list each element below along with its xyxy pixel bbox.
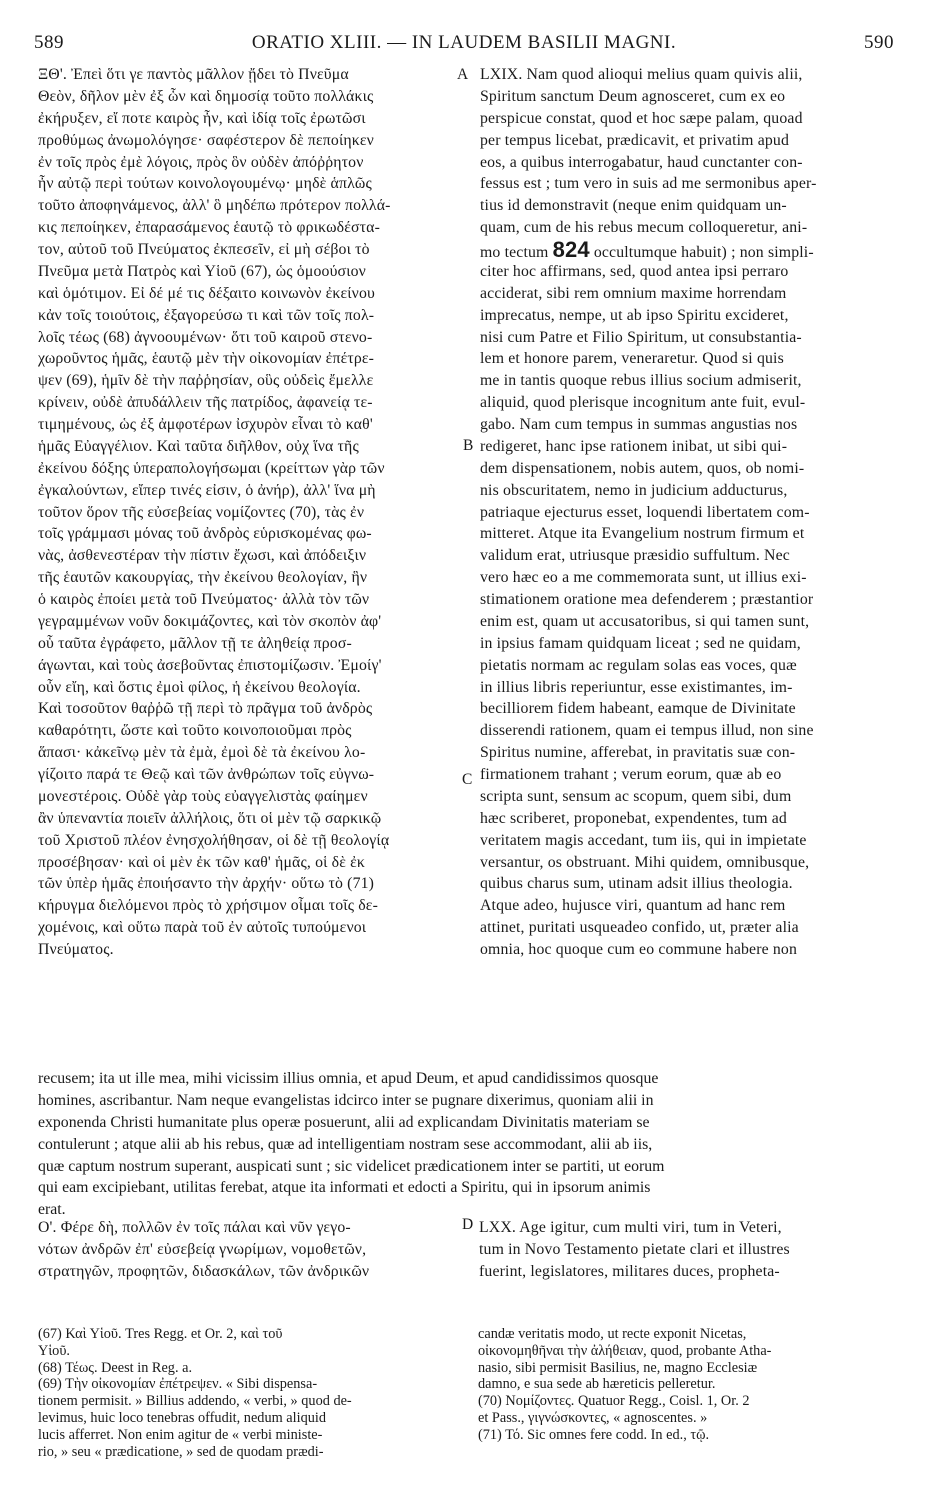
text-line: προσέβησαν· καὶ οἱ μὲν ἐκ τῶν καθ' ἡμᾶς, οἱ δὲ ἐκ xyxy=(38,853,366,871)
text-span: veritatem magis accedant, tum iis, qui in impietate xyxy=(480,831,807,849)
text-line xyxy=(480,173,900,195)
text-line xyxy=(480,283,900,305)
text-span: enim est, quam ut accusatoribus, si qui tamen sunt, xyxy=(480,612,810,630)
text-line xyxy=(480,108,900,130)
text-line: τοῦτον ὅρον τῆς εὐσεβείας νομίζοντες (70), τὰς ἐν xyxy=(38,503,365,521)
text-span: imprecatus, nempe, ut ab ipso Spiritu excideret, xyxy=(480,306,789,324)
text-line: κρίνειν, οὐδὲ ἀπυδάλλειν τῆς πατρίδος, ἀφανείᾳ τε- xyxy=(38,394,373,412)
text-line xyxy=(480,939,900,961)
text-span: disserendi rationem, quam ei tempus illud, non sine xyxy=(480,722,814,740)
text-span: Spiritum sanctum Deum agnosceret, cum ex eo xyxy=(480,87,786,105)
text-line: fuerint, legislatores, militares duces, propheta- xyxy=(479,1262,780,1280)
text-span: pietatis normam ac regulam solas eas voces, quæ xyxy=(480,656,797,674)
text-line: ὁ καιρὸς ἐποίει μετὰ τοῦ Πνεύματος· ἀλλὰ τὸν τῶν xyxy=(38,591,370,608)
text-line xyxy=(480,786,900,808)
text-span: Atque adeo, hujusce viri, quantum ad hanc rem xyxy=(480,897,786,915)
text-line: damno, e sua sede ab hæreticis pelleretur. xyxy=(478,1376,716,1393)
greek-column-lower xyxy=(38,1217,468,1283)
text-line: τιμημένους, ὡς ἐξ ἀμφοτέρων ἰσχυρὸν εἶναι τὸ καθ' xyxy=(38,416,373,433)
text-span: redigeret, hanc ipse rationem inibat, ut sibi qui- xyxy=(480,437,788,455)
text-line: Ο'. Φέρε δὴ, πολλῶν ἐν τοῖς πάλαι καὶ νῦν γεγο- xyxy=(38,1219,351,1236)
text-line: homines, ascribantur. Nam neque evangelistas idcirco inter se pugnare dixerimus, quoniam alii in xyxy=(38,1091,654,1109)
text-line xyxy=(480,852,900,874)
text-line xyxy=(480,764,900,786)
text-line: et Pass., γιγνώσκοντες, « agnoscentes. » xyxy=(478,1409,708,1426)
text-line xyxy=(480,327,900,349)
text-line: τῆς ἑαυτῶν κακουργίας, τὴν ἐκείνου θεολογίαν, ἣν xyxy=(38,569,368,587)
text-span: mitteret. Atque ita Evangelium nostrum firmum et xyxy=(480,525,805,543)
text-span: in illius libris reperiuntur, esse existimantes, im- xyxy=(480,678,793,696)
margin-marker-c: C xyxy=(462,771,473,788)
text-line xyxy=(480,698,900,720)
text-line: τοῖς γράμμασι μόνας τοῦ ἀνδρὸς εὑρισκομένας φω- xyxy=(38,525,372,543)
text-line xyxy=(480,130,900,152)
text-line: οἰκονομηθῆναι τὴν ἀλήθειαν, quod, probante Atha- xyxy=(478,1342,772,1359)
text-span: Spiritus numine, afferebat, in pravitatis suæ con- xyxy=(480,744,796,762)
text-line xyxy=(480,808,900,830)
text-line: οὗ ταῦτα ἐγράφετο, μᾶλλον τῇ τε ἀληθείᾳ προσ- xyxy=(38,634,352,652)
text-line: γίζοιτο παρά τε Θεῷ καὶ τῶν ἀνθρώπων τοῖς εὐγνω- xyxy=(38,766,375,783)
text-line xyxy=(480,217,900,239)
text-line: λοῖς τέως (68) ἀγνοουμένων· ὅτι τοῦ καιροῦ στενο- xyxy=(38,328,373,346)
text-line xyxy=(480,195,900,217)
text-line: οὖν εἴη, καὶ ὅστις ἐμοὶ φίλος, ἡ ἐκείνου θεολογία. xyxy=(38,678,361,696)
text-span: vero hæc eo a me commemorata sunt, ut illius exi- xyxy=(480,569,807,587)
text-span: quibus charus sum, utinam adsit illius theologia. xyxy=(480,875,793,893)
text-span: fessus est ; tum vero in suis ad me sermonibus aper- xyxy=(480,175,817,193)
full-width-paragraph xyxy=(38,1068,896,1221)
text-line: qui eam excipiebant, utilitas ferebat, atque ita informati et edocti a Spiritu, qui in ipsorum animis xyxy=(38,1179,651,1197)
text-line: (67) Καὶ Υἱοῦ. Tres Regg. et Or. 2, καὶ τοῦ xyxy=(38,1326,283,1342)
text-line: Καὶ τοσοῦτον θαῤῥῶ τῇ περὶ τὸ πρᾶγμα τοῦ ἀνδρὸς xyxy=(38,700,373,718)
text-span: gabo. Nam cum tempus in summas angustias nos xyxy=(480,416,798,433)
text-span: firmationem trahant ; verum eorum, quæ ab eo xyxy=(480,766,782,783)
text-line: lucis afferret. Non enim agitur de « verbi ministe- xyxy=(38,1426,323,1443)
text-span: quam, cum de his rebus mecum colloqueretur, ani- xyxy=(480,219,808,237)
text-line: νὰς, ἀσθενεστέραν τὴν πίστιν ἔχωσι, καὶ ἀπόδειξιν xyxy=(38,547,367,565)
page-number-right: 590 xyxy=(864,32,894,53)
text-span: scripta sunt, sensum ac scopum, quem sibi, dum xyxy=(480,787,792,805)
text-span: aliquid, quod plerisque incognitum ante fuit, evul- xyxy=(480,394,806,412)
text-line xyxy=(480,589,900,611)
text-line: ἂν ὑπεναντία ποιεῖν ἀλλήλοις, ὅτι οἱ μὲν τῷ σαρκικῷ xyxy=(38,809,382,827)
text-line: καὶ ὁμότιμον. Εἰ δέ μέ τις δέξαιτο κοινωνὸν ἐκείνου xyxy=(38,284,375,302)
text-line: ἦν αὐτῷ περὶ τούτων κοινολογουμένῳ· μηδὲ ἁπλῶς xyxy=(38,175,372,193)
text-line xyxy=(480,305,900,327)
text-line: erat. xyxy=(38,1201,66,1219)
text-line xyxy=(480,414,900,436)
text-line xyxy=(480,545,900,567)
text-line xyxy=(480,873,900,895)
text-line: τοῦτο ἀποφηνάμενος, ἀλλ' ὃ μηδέπω πρότερον πολλά- xyxy=(38,197,391,215)
text-span: in ipsius famam quidquam liceat ; sed ne quidam, xyxy=(480,634,801,652)
text-line: κήρυγμα διελόμενοι πρὸς τὸ χρήσιμον οἶμαι τοῖς δε- xyxy=(38,897,378,915)
latin-column xyxy=(480,64,900,961)
text-line: χομένοις, καὶ οὕτω παρὰ τοῦ ἐν αὐτοῖς τυπούμενοι xyxy=(38,919,367,937)
text-line xyxy=(480,895,900,917)
text-line: μονεστέροις. Οὐδὲ γὰρ τοὺς εὐαγγελιστὰς φαίημεν xyxy=(38,787,368,805)
text-line: ἐν τοῖς πρὸς ἐμὲ λόγοις, πρὸς ὃν οὐδὲν ἀπόῤῥητον xyxy=(38,153,364,171)
text-span: becilliorem fidem habeant, eamque de Divinitate xyxy=(480,700,796,718)
text-span: eos, a quibus interrogabatur, haud cunctanter con- xyxy=(480,153,803,171)
text-line xyxy=(480,64,900,86)
text-line: (71) Τό. Sic omnes fere codd. In ed., τῷ. xyxy=(478,1426,710,1443)
text-line: Πνεύματος. xyxy=(38,941,114,958)
text-line: ΞΘ'. Ἐπεὶ ὅτι γε παντὸς μᾶλλον ᾔδει τὸ Πνεῦμα xyxy=(38,66,349,83)
text-span: attinet, puritati usqueadeo confido, ut, præter alia xyxy=(480,919,799,937)
text-line: Θεὸν, δῆλον μὲν ἐξ ὧν καὶ δημοσίᾳ τοῦτο πολλάκις xyxy=(38,87,374,105)
text-line: (69) Τὴν οἰκονομίαν ἐπέτρεψεν. « Sibi dispensa- xyxy=(38,1376,318,1393)
text-line: nasio, sibi permisit Basilius, ne, magno Ecclesiæ xyxy=(478,1359,758,1376)
text-line xyxy=(480,523,900,545)
page-number-left: 589 xyxy=(34,32,64,53)
text-span: tius id demonstravit (neque enim quidquam un- xyxy=(480,197,787,215)
text-span: versantur, os obstruant. Mihi quidem, omnibusque, xyxy=(480,853,810,871)
text-line xyxy=(480,348,900,370)
text-line: quæ captum nostrum superant, auspicati sunt ; sic videlicet prædicationem inter se partiti, ut eorum xyxy=(38,1157,665,1175)
text-line xyxy=(480,370,900,392)
text-line: τον, αὐτοῦ τοῦ Πνεύματος ἐκπεσεῖν, εἰ μὴ σέβοι τὸ xyxy=(38,241,370,258)
text-line: ἐγκαλούντων, εἴπερ τινές εἰσιν, ὁ ἀνήρ), ἀλλ' ἵνα μὴ xyxy=(38,481,376,499)
text-line: γεγραμμένων νοῦν δοκιμάζοντες, καὶ τὸν σκοπὸν ἀφ' xyxy=(38,612,382,630)
text-line: τοῦ Χριστοῦ πλέον ἐνησχολήθησαν, οἱ δὲ τῇ θεολογίᾳ xyxy=(38,831,390,849)
text-line xyxy=(480,742,900,764)
text-line: exponenda Christi humanitate plus operæ posuerunt, alii ad explicandam Divinitatis materiam se xyxy=(38,1113,650,1131)
text-line xyxy=(480,261,900,283)
text-line: προθύμως ἀνωμολόγησε· σαφέστερον δὲ πεποίηκεν xyxy=(38,131,374,149)
text-line: στρατηγῶν, προφητῶν, διδασκάλων, τῶν ἀνδρικῶν xyxy=(38,1262,370,1280)
text-line: rio, » seu « prædicatione, » sed de quodam prædi- xyxy=(38,1443,324,1460)
footnotes-right xyxy=(478,1326,898,1444)
text-line: κἀν τοῖς τοιούτοις, ἐξαγορεύσω τι καὶ τῶν τοῖς πολ- xyxy=(38,306,375,324)
text-line: ἐκείνου δόξης ὑπεραπολογήσωμαι (κρείττων γὰρ τῶν xyxy=(38,459,385,477)
text-line xyxy=(480,633,900,655)
text-line xyxy=(480,458,900,480)
text-line: νότων ἀνδρῶν ἐπ' εὐσεβείᾳ γνωρίμων, νομοθετῶν, xyxy=(38,1240,367,1258)
text-line xyxy=(480,86,900,108)
text-line xyxy=(480,567,900,589)
text-line: ἐκήρυξεν, εἴ ποτε καιρὸς ἦν, καὶ ἰδίᾳ τοῖς ἐρωτῶσι xyxy=(38,109,366,127)
text-line xyxy=(480,436,900,458)
text-line: χωροῦντος ἡμᾶς, ἑαυτῷ μὲν τὴν οἰκονομίαν ἐπέτρε- xyxy=(38,350,375,368)
text-line: Υἱοῦ. xyxy=(38,1342,70,1359)
text-line xyxy=(480,677,900,699)
text-line: contulerunt ; atque alii ab his rebus, quæ ad intelligentiam nostram sese accommodant, alii ab iis, xyxy=(38,1135,653,1153)
text-span: nis obscuritatem, nemo in judicium adducturus, xyxy=(480,481,788,499)
text-line: tionem permisit. » Billius addendo, « verbi, » quod de- xyxy=(38,1393,352,1410)
page-header xyxy=(34,32,894,60)
text-span: dem dispensationem, nobis autem, quos, ob nomi- xyxy=(480,459,805,477)
column-number: 824 xyxy=(552,237,590,262)
text-line: ἅπασι· κἀκεῖνῳ μὲν τὰ ἐμὰ, ἐμοὶ δὲ τὰ ἐκείνου λο- xyxy=(38,744,366,762)
text-line xyxy=(480,830,900,852)
text-span: perspicue constat, quod et hoc sæpe palam, quoad xyxy=(480,109,803,127)
text-line: τῶν ὑπὲρ ἡμᾶς ἐποιήσαντο τὴν ἀρχήν· οὕτω τὸ (71) xyxy=(38,875,375,893)
text-line: καθαρότητι, ὥστε καὶ τοῦτο κοινοποιοῦμαι πρὸς xyxy=(38,722,352,740)
text-line: levimus, huic loco tenebras offudit, nedum aliquid xyxy=(38,1409,326,1426)
text-span: omnia, hoc quoque cum eo commune habere non xyxy=(480,941,798,958)
text-line xyxy=(480,392,900,414)
text-span: LXIX. Nam quod alioqui melius quam quivis alii, xyxy=(480,66,803,83)
running-title: ORATIO XLIII. — IN LAUDEM BASILII MAGNI. xyxy=(251,32,677,53)
text-line xyxy=(480,720,900,742)
text-span: stimationem oratione mea defenderem ; præstantior xyxy=(480,591,814,608)
text-line: candæ veritatis modo, ut recte exponit Nicetas, xyxy=(478,1326,747,1342)
text-line xyxy=(480,239,900,261)
text-span: hæc scriberet, proponebat, expendentes, tum ad xyxy=(480,809,787,827)
text-line xyxy=(480,917,900,939)
text-span: me in tantis quoque rebus illius socium admiserit, xyxy=(480,372,802,390)
text-line: tum in Novo Testamento pietate clari et illustres xyxy=(479,1240,790,1258)
margin-marker-b: B xyxy=(463,437,474,454)
text-line xyxy=(480,502,900,524)
text-span: lem et honore parem, veneraretur. Quod si quis xyxy=(480,350,784,368)
text-line xyxy=(480,611,900,633)
margin-marker-a: A xyxy=(457,66,469,83)
text-line xyxy=(480,480,900,502)
text-line: ἡμᾶς Εὐαγγέλιον. Καὶ ταῦτα διῆλθον, οὐχ ἵνα τῆς xyxy=(38,437,359,455)
text-line: άγωνται, καὶ τοὺς ἀσεβοῦντας ἐπιστομίζωσιν. Ἐμοίγ' xyxy=(38,656,382,674)
text-span: patriaque ejecturus esset, loquendi libertatem com- xyxy=(480,503,810,521)
text-span: citer hoc affirmans, sed, quod antea ipsi perraro xyxy=(480,262,789,280)
text-span: mo tectum xyxy=(480,244,553,261)
text-line: recusem; ita ut ille mea, mihi vicissim illius omnia, et apud Deum, et apud candidissimos quosque xyxy=(38,1070,659,1087)
text-line: (68) Τέως. Deest in Reg. a. xyxy=(38,1359,193,1376)
text-span: nisi cum Patre et Filio Spiritum, ut consubstantia- xyxy=(480,328,802,346)
footnotes-left xyxy=(38,1326,463,1460)
text-line: κις πεποίηκεν, ἐπαρασάμενος ἑαυτῷ τὸ φρικωδέστα- xyxy=(38,219,380,237)
margin-marker-d: D xyxy=(462,1216,474,1233)
text-line: LXX. Age igitur, cum multi viri, tum in Veteri, xyxy=(479,1219,782,1236)
text-span: acciderat, sibi rem omnium maxime horrendam xyxy=(480,284,787,302)
text-line: (70) Νομίζοντες. Quatuor Regg., Coisl. 1, Or. 2 xyxy=(478,1393,750,1410)
text-line: Πνεῦμα μετὰ Πατρὸς καὶ Υἱοῦ (67), ὡς ὁμοούσιον xyxy=(38,262,366,280)
text-line: ψεν (69), ἡμῖν δὲ τὴν παῤῥησίαν, οὓς οὐδεὶς ἔμελλε xyxy=(38,372,374,390)
text-line xyxy=(480,152,900,174)
text-span: validum erat, utriusque præsidio suffultum. Nec xyxy=(480,547,790,565)
latin-column-lower xyxy=(479,1217,899,1283)
greek-column xyxy=(38,64,468,961)
text-span: per tempus licebat, prædicavit, et privatim apud xyxy=(480,131,790,149)
text-line xyxy=(480,655,900,677)
text-span: occultumque habuit) ; non simpli- xyxy=(589,244,814,261)
